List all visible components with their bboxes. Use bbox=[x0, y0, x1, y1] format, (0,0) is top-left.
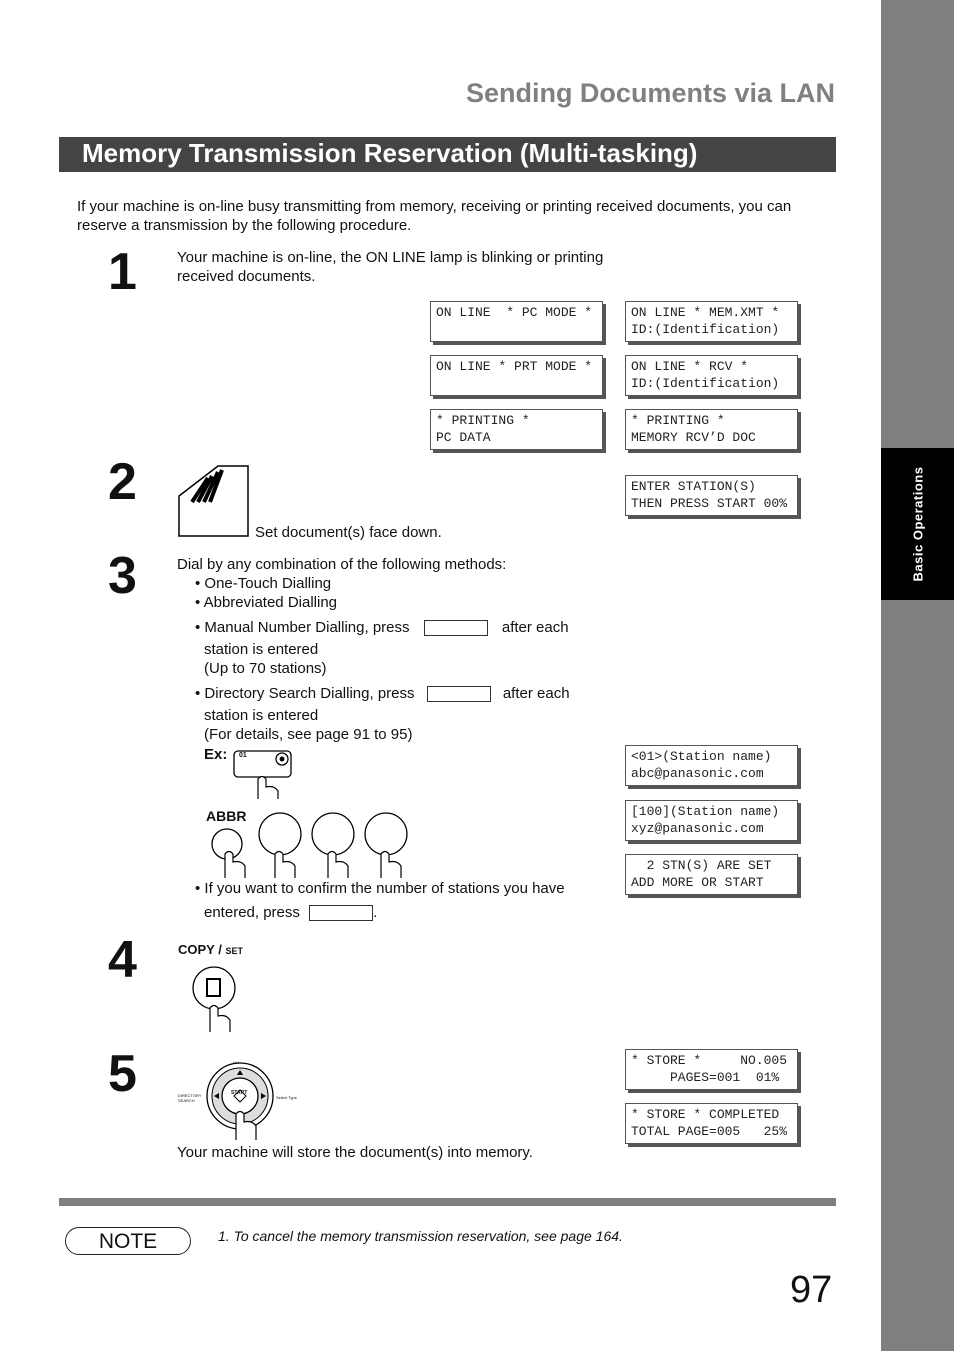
lcd-display: ON LINE * PRT MODE * bbox=[430, 355, 603, 396]
bullet-directory-after: after each bbox=[502, 685, 570, 702]
note-text: 1. To cancel the memory transmission reservation, see page 164. bbox=[218, 1228, 623, 1244]
lcd-display: * STORE * COMPLETED TOTAL PAGE=005 25% bbox=[625, 1103, 798, 1144]
lcd-display: * PRINTING * MEMORY RCV’D DOC bbox=[625, 409, 798, 450]
copy-label: COPY / bbox=[178, 942, 222, 957]
lcd-display: ENTER STATION(S) THEN PRESS START 00% bbox=[625, 475, 798, 516]
lcd-display: * PRINTING * PC DATA bbox=[430, 409, 603, 450]
section-tab bbox=[881, 448, 954, 600]
bullet-confirm-end: . bbox=[373, 904, 378, 921]
step-1-text: Your machine is on-line, the ON LINE lamp is blinking or printing received documents. bbox=[177, 249, 604, 285]
key-placeholder bbox=[424, 620, 488, 636]
page-title: Memory Transmission Reservation (Multi-tasking) bbox=[82, 138, 698, 168]
keypad-presses-icon bbox=[205, 808, 415, 880]
example-label: Ex: bbox=[204, 746, 228, 763]
lcd-display: ON LINE * PC MODE * bbox=[430, 301, 603, 342]
vol-label: Vol. bbox=[233, 1060, 240, 1065]
key-placeholder bbox=[309, 905, 373, 921]
lcd-display: 2 STN(S) ARE SET ADD MORE OR START bbox=[625, 854, 798, 895]
bullet-confirm-line2 bbox=[204, 903, 377, 922]
lcd-display: [100](Station name) xyz@panasonic.com bbox=[625, 800, 798, 841]
page-number: 97 bbox=[790, 1269, 833, 1311]
bullet-manual-text: • Manual Number Dialling, press bbox=[195, 619, 410, 636]
key-placeholder bbox=[427, 686, 491, 702]
intro-paragraph: If your machine is on-line busy transmitting from memory, receiving or printing received documents, you can reserve a transmission by the following procedure. bbox=[77, 198, 792, 234]
bullet-directory bbox=[195, 684, 605, 703]
lcd-display: ON LINE * MEM.XMT * ID:(Identification) bbox=[625, 301, 798, 342]
copy-set-key-icon bbox=[190, 962, 240, 1034]
set-label: SET bbox=[225, 946, 243, 956]
copy-set-label bbox=[178, 940, 243, 961]
side-margin bbox=[881, 0, 954, 1351]
lcd-display: * STORE * NO.005 PAGES=001 01% bbox=[625, 1049, 798, 1090]
note-label: NOTE bbox=[65, 1227, 191, 1255]
start-key-label: START bbox=[231, 1090, 248, 1096]
step-number-2: 2 bbox=[108, 453, 137, 511]
one-touch-key-label: 01 bbox=[239, 752, 247, 759]
lcd-display: <01>(Station name) abc@panasonic.com bbox=[625, 745, 798, 786]
footer-rule bbox=[59, 1198, 836, 1206]
bullet-one-touch: • One-Touch Dialling bbox=[195, 575, 332, 592]
step-number-5: 5 bbox=[108, 1045, 137, 1103]
bullet-manual-line3: (Up to 70 stations) bbox=[204, 660, 327, 677]
select-type-label: Select Type bbox=[276, 1095, 297, 1100]
step-3-text: Dial by any combination of the following methods: bbox=[177, 556, 507, 573]
bullet-directory-line3: (For details, see page 91 to 95) bbox=[204, 726, 413, 743]
bullet-directory-text: • Directory Search Dialling, press bbox=[195, 685, 415, 702]
step-5-text: Your machine will store the document(s) into memory. bbox=[177, 1144, 533, 1161]
section-tab-label: Basic Operations bbox=[910, 466, 925, 582]
bullet-manual-line2: station is entered bbox=[204, 641, 319, 658]
bullet-confirm: • If you want to confirm the number of stations you have bbox=[195, 880, 565, 897]
abbr-label: ABBR bbox=[206, 808, 247, 824]
title-bar bbox=[59, 137, 836, 172]
bullet-confirm-text: entered, press bbox=[204, 904, 300, 921]
directory-search-label: DIRECTORY SEARCH bbox=[178, 1093, 202, 1103]
bullet-manual-after: after each bbox=[501, 619, 569, 636]
step-number-4: 4 bbox=[108, 931, 137, 989]
step-2-text: Set document(s) face down. bbox=[255, 524, 442, 541]
bullet-abbreviated: • Abbreviated Dialling bbox=[195, 594, 338, 611]
chapter-header: Sending Documents via LAN bbox=[465, 78, 835, 108]
bullet-directory-line2: station is entered bbox=[204, 707, 319, 724]
bullet-manual bbox=[195, 618, 605, 637]
step-number-1: 1 bbox=[108, 243, 137, 301]
lcd-display: ON LINE * RCV * ID:(Identification) bbox=[625, 355, 798, 396]
step-number-3: 3 bbox=[108, 547, 137, 605]
document-face-down-icon bbox=[178, 464, 250, 538]
